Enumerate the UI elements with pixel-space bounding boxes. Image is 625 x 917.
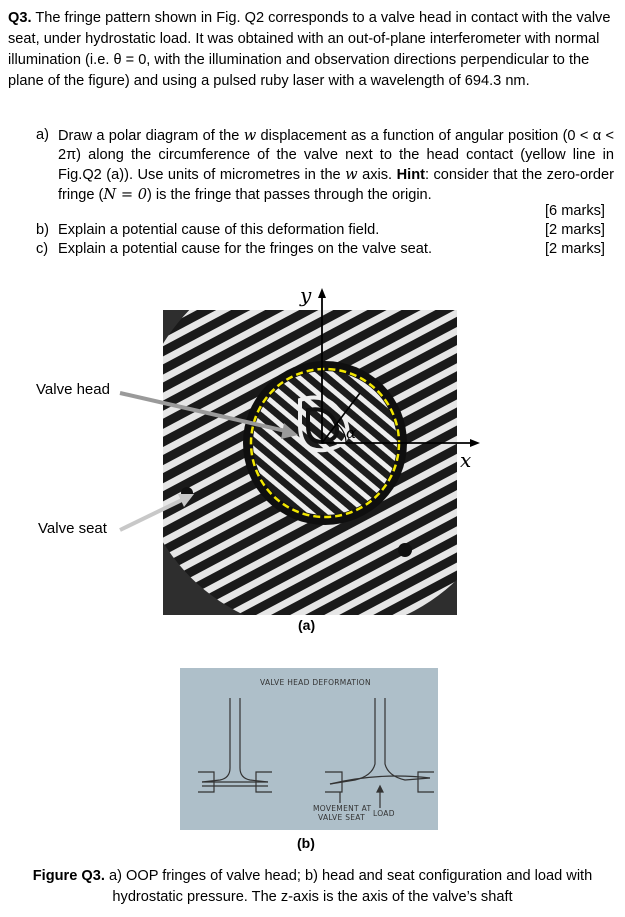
- fringe-photo: [120, 280, 540, 640]
- figure-a: [0, 280, 625, 640]
- item-c-label: c): [36, 241, 49, 257]
- item-a-text: Draw a polar diagram of the w displacement as a function of angular position (0 < α < 2π) along the circumference of the valve next to the head contact (yellow line in Fig.Q2 (a)). Use units of micrometres in the w axis. Hint: consider that the zero-order fringe (N = 0) is the fringe that passes through the origin.: [58, 127, 614, 203]
- caption-text: a) OOP fringes of valve head; b) head and seat configuration and load with hydrostatic pressure. The z-axis is the axis of the valve’s shaft: [104, 868, 593, 905]
- item-a-label: a): [36, 127, 49, 143]
- load-label: LOAD: [373, 809, 395, 818]
- item-c: [36, 240, 614, 259]
- figure-caption: [10, 866, 615, 908]
- question-number: Q3.: [8, 10, 32, 26]
- figure-b: [180, 668, 440, 853]
- diagram-title: VALVE HEAD DEFORMATION: [260, 678, 371, 687]
- item-c-text: Explain a potential cause for the fringes on the valve seat.: [58, 241, 432, 257]
- item-b: [36, 221, 614, 240]
- diagram-background: [180, 668, 438, 830]
- item-b-text: Explain a potential cause of this deformation field.: [58, 222, 380, 238]
- figure-b-sublabel: (b): [297, 835, 315, 851]
- movement-label-2: VALVE SEAT: [318, 813, 366, 822]
- item-b-marks: [2 marks]: [544, 222, 605, 238]
- question-intro-text: The fringe pattern shown in Fig. Q2 corresponds to a valve head in contact with the valve seat, under hydrostatic load. It was obtained with an out-of-plane interferometer with normal illumination (i.e. θ = 0, with the illumination and observation directions perpendicular to the plane of the figure) and using a pulsed ruby laser with a wavelength of 694.3 nm.: [8, 10, 611, 89]
- item-c-marks: [2 marks]: [544, 241, 605, 257]
- axis-x-label: x: [460, 448, 472, 472]
- valve-head-label: Valve head: [36, 381, 110, 398]
- caption-bold: Figure Q3.: [32, 868, 105, 884]
- item-a: [36, 126, 614, 205]
- movement-label-1: MOVEMENT AT: [313, 804, 372, 813]
- item-a-marks: [6 marks]: [544, 203, 605, 219]
- figure-a-sublabel: (a): [298, 617, 316, 633]
- angle-label: α: [346, 424, 357, 442]
- item-b-label: b): [36, 222, 49, 238]
- x-axis-arrow-icon: [470, 439, 480, 447]
- valve-seat-label: Valve seat: [38, 520, 107, 537]
- question-intro: [8, 8, 614, 92]
- y-axis-arrow-icon: [318, 288, 326, 298]
- axis-y-label: y: [300, 283, 312, 307]
